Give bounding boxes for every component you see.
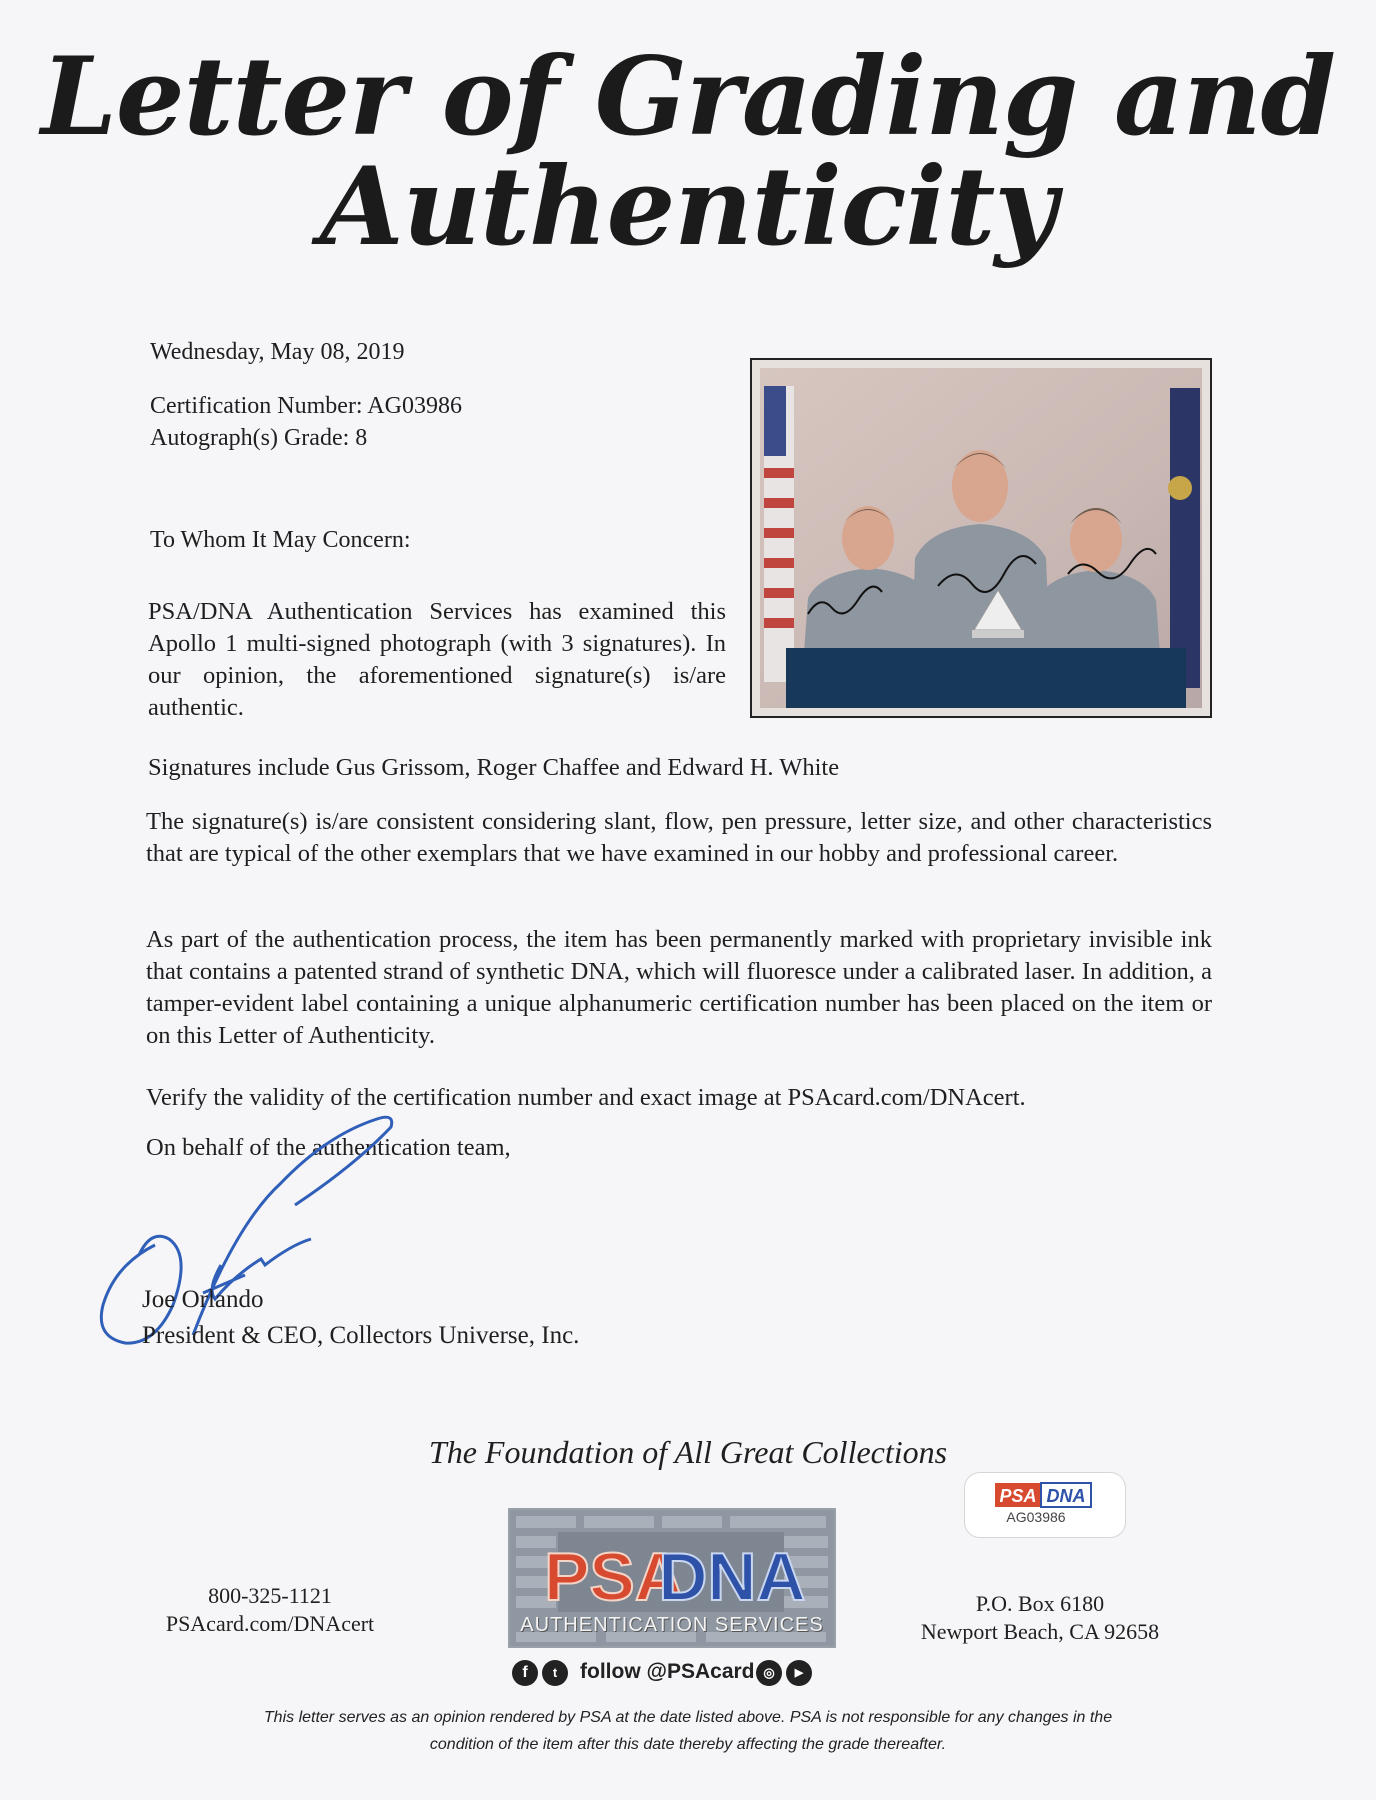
label-psa-text: PSA (999, 1486, 1037, 1506)
hologram-psa-text: PSA (544, 1539, 684, 1615)
exam-paragraph: PSA/DNA Authentication Services has examined this Apollo 1 multi-signed photograph (with 3 signatures). In our opinion, the aforementioned signature(s) is/are authentic. (148, 598, 726, 721)
instagram-icon[interactable]: ◎ (756, 1660, 782, 1686)
disclaimer (150, 1704, 1226, 1758)
behalf-line: On behalf of the authentication team, (146, 1134, 511, 1161)
autograph-grade: Autograph(s) Grade: 8 (150, 425, 368, 451)
contact-website[interactable]: PSAcard.com/DNAcert (165, 1611, 375, 1636)
city-state-zip: Newport Beach, CA 92658 (920, 1619, 1160, 1644)
po-box: P.O. Box 6180 (975, 1591, 1105, 1616)
youtube-icon[interactable]: ▶ (786, 1660, 812, 1686)
hologram-services-text: AUTHENTICATION SERVICES (520, 1614, 824, 1636)
psa-dna-hologram (508, 1508, 836, 1648)
psa-dna-label-logo-icon (995, 1481, 1095, 1509)
letter-title-line-1: Letter of Grading and (40, 34, 1336, 160)
label-dna-text: DNA (1046, 1486, 1086, 1506)
tamper-evident-label (964, 1472, 1126, 1538)
social-follow-row (508, 1656, 838, 1690)
apollo-1-photograph (750, 358, 1212, 718)
signer-name: Joe Orlando (142, 1286, 264, 1313)
letter-date: Wednesday, May 08, 2019 (150, 339, 405, 365)
twitter-icon[interactable]: t (542, 1660, 568, 1686)
crew-photo-icon (760, 368, 1202, 708)
letter-title-line-2: Authenticity (319, 144, 1057, 270)
process-paragraph: As part of the authentication process, the item has been permanently marked with proprietary invisible ink that contains a patented strand of synthetic DNA, which will fluoresce under a calibrated laser. In addition, a tamper-evident label containing a unique alphanumeric certification number has been placed on the item or on this Letter of Authenticity. (146, 926, 1212, 1049)
contact-phone: 800-325-1121 (208, 1583, 332, 1608)
signer-title: President & CEO, Collectors Universe, Inc. (142, 1322, 580, 1349)
salutation: To Whom It May Concern: (150, 527, 411, 553)
disclaimer-line-2: condition of the item after this date thereby affecting the grade thereafter. (429, 1736, 947, 1753)
verify-line: Verify the validity of the certification number and exact image at PSAcard.com/DNAcert. (146, 1084, 1026, 1111)
consistency-paragraph: The signature(s) is/are consistent considering slant, flow, pen pressure, letter size, and other characteristics that are typical of the other exemplars that we have examined in our hobby and professional career. (146, 808, 1212, 867)
signers-line: Signatures include Gus Grissom, Roger Chaffee and Edward H. White (148, 754, 840, 781)
hologram-dna-text: DNA (658, 1539, 806, 1615)
certification-number: Certification Number: AG03986 (150, 393, 462, 419)
follow-handle[interactable]: follow @PSAcard (580, 1660, 755, 1683)
foundation-tagline: The Foundation of All Great Collections (428, 1434, 948, 1470)
joe-orlando-signature (95, 1105, 415, 1355)
label-cert-number: AG03986 (1006, 1509, 1066, 1525)
facebook-icon[interactable]: f (512, 1660, 538, 1686)
disclaimer-line-1: This letter serves as an opinion rendered by PSA at the date listed above. PSA is not responsible for any changes in the (263, 1709, 1113, 1726)
